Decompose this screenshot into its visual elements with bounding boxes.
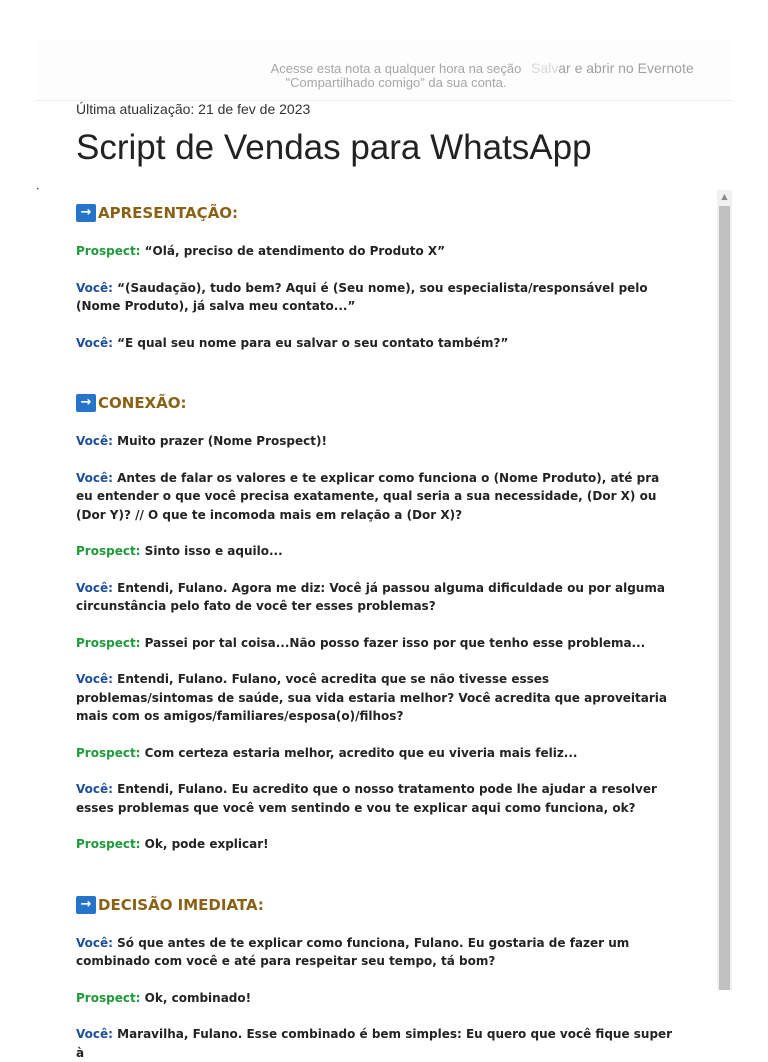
dialogue-line [76,934,676,971]
shared-note-banner [36,40,732,101]
dialogue-text: Entendi, Fulano. Eu acredito que o nosso tratamento pode lhe ajudar a resolver esses problemas que você vem sentindo e vou te explicar aqui como funciona, ok? [76,782,657,815]
dialogue-line [76,432,676,451]
dialogue-text: Entendi, Fulano. Fulano, você acredita que se não tivesse esses problemas/sintomas de saúde, sua vida estaria melhor? Você acredita que aproveitaria mais com os amigos/familiares/esposa(o)/filhos? [76,672,667,723]
dialogue-line [76,334,676,353]
dialogue-text: “(Saudação), tudo bem? Aqui é (Seu nome), sou especialista/responsável pelo (Nome Produto), já salva meu contato...” [76,281,648,314]
dialogue-line [76,542,676,561]
speaker-label: Você: [76,471,113,485]
speaker-label: Você: [76,336,113,350]
shared-note-message: Acesse esta nota a qualquer hora na seção "Compartilhado comigo" da sua conta. [266,62,526,90]
scrollbar[interactable] [717,190,732,990]
dialogue-text: Ok, combinado! [145,991,251,1005]
dialogue-line [76,670,676,726]
section-title-text: DECISÃO IMEDIATA: [98,894,264,916]
script-section [76,392,676,854]
speaker-label: Você: [76,281,113,295]
up-triangle-icon[interactable]: ▲ [717,190,732,204]
dialogue-line [76,989,676,1008]
dialogue-text: Muito prazer (Nome Prospect)! [117,434,327,448]
script-section [76,894,676,1062]
dialogue-text: Só que antes de te explicar como funciona, Fulano. Eu gostaria de fazer um combinado com você e até para respeitar seu tempo, tá bom? [76,936,629,969]
dialogue-line [76,1025,676,1062]
save-label: ar e abrir no Evernote [558,60,693,76]
speaker-label: Você: [76,1027,113,1041]
speaker-label: Prospect: [76,837,140,851]
section-title [76,894,676,916]
right-arrow-icon: → [76,896,96,914]
note-title: Script de Vendas para WhatsApp [76,128,592,168]
section-title-text: APRESENTAÇÃO: [98,202,238,224]
last-updated: Última atualização: 21 de fev de 2023 [76,101,310,117]
speaker-label: Prospect: [76,544,140,558]
section-title [76,392,676,414]
bullet-dot: • [36,186,40,193]
dialogue-text: Passei por tal coisa...Não posso fazer isso por que tenho esse problema... [145,636,646,650]
scrollbar-thumb[interactable] [719,206,730,990]
dialogue-text: Entendi, Fulano. Agora me diz: Você já passou alguma dificuldade ou por alguma circunstância pelo fato de você ter esses problemas? [76,581,665,614]
speaker-label: Você: [76,434,113,448]
right-arrow-icon: → [76,394,96,412]
speaker-label: Prospect: [76,746,140,760]
dialogue-text: Sinto isso e aquilo... [145,544,283,558]
dialogue-line [76,279,676,316]
dialogue-line [76,634,676,653]
speaker-label: Você: [76,581,113,595]
dialogue-line [76,835,676,854]
speaker-label: Prospect: [76,244,140,258]
speaker-label: Você: [76,672,113,686]
speaker-label: Você: [76,782,113,796]
speaker-label: Você: [76,936,113,950]
dialogue-line [76,744,676,763]
dialogue-text: Com certeza estaria melhor, acredito que eu viveria mais feliz... [145,746,578,760]
script-section [76,202,676,352]
dialogue-text: “E qual seu nome para eu salvar o seu contato também?” [117,336,508,350]
save-label-faded: Salv [531,60,558,76]
dialogue-line [76,242,676,261]
speaker-label: Prospect: [76,991,140,1005]
right-arrow-icon: → [76,204,96,222]
dialogue-line [76,579,676,616]
dialogue-text: Ok, pode explicar! [145,837,269,851]
dialogue-text: Maravilha, Fulano. Esse combinado é bem simples: Eu quero que você fique super à [76,1027,672,1060]
dialogue-text: “Olá, preciso de atendimento do Produto X” [145,244,445,258]
section-title [76,202,676,224]
dialogue-text: Antes de falar os valores e te explicar como funciona o (Nome Produto), até pra eu entender o que você precisa exatamente, qual seria a sua necessidade, (Dor X) ou (Dor Y)? // O que te incomoda mais em relação a (Dor X)? [76,471,659,522]
dialogue-line [76,780,676,817]
dialogue-line [76,469,676,525]
speaker-label: Prospect: [76,636,140,650]
note-content[interactable] [76,202,676,990]
save-and-open-evernote-button[interactable] [531,60,694,76]
section-title-text: CONEXÃO: [98,392,186,414]
